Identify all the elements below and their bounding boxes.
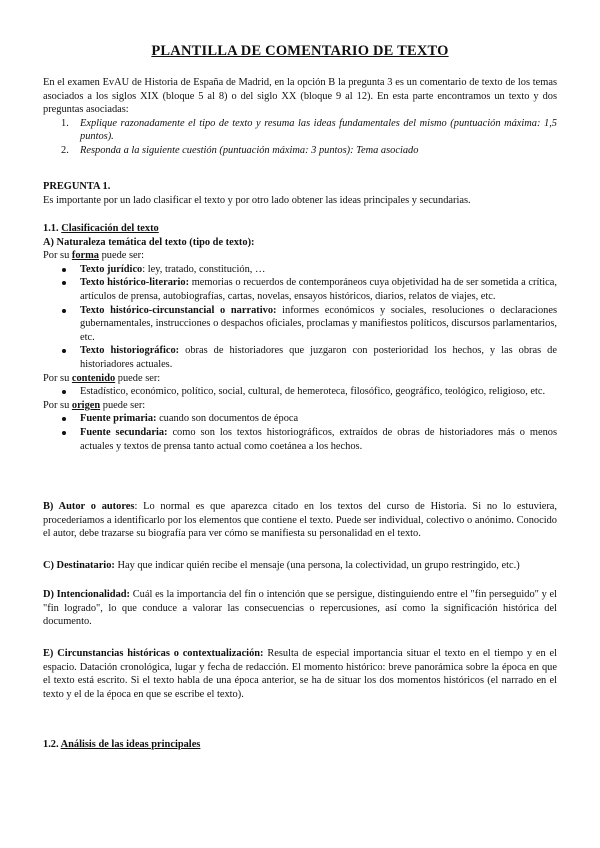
- subsection-d: [43, 588, 557, 629]
- origen-list: [43, 412, 557, 453]
- contenido-intro: Por su contenido puede ser:: [43, 372, 161, 384]
- section-1-1-number: 1.1.: [43, 223, 59, 234]
- section-1-1-title: Clasificación del texto: [61, 223, 159, 234]
- pregunta1-text: Es importante por un lado clasificar el texto y por otro lado obtener las ideas principales y secundarias.: [43, 194, 471, 206]
- forma-intro: Por su forma puede ser:: [43, 250, 145, 262]
- list-item: Fuente primaria: cuando son documentos de época: [43, 412, 557, 426]
- subsection-d-label: D) Intencionalidad:: [43, 589, 131, 600]
- forma-list: [43, 263, 557, 372]
- question-number: 1.: [61, 117, 69, 129]
- pregunta1-heading: PREGUNTA 1.: [43, 181, 111, 192]
- section-1-1: [43, 222, 557, 453]
- pregunta1-section: [43, 180, 557, 207]
- list-item: Texto histórico-literario: memorias o recuerdos de contemporáneos cuya objetividad ha de ser sometida a crítica, artículos de prensa, autobiografías, cartas, novelas, ensayos históricos, diarios, relatos de viajes, etc.: [43, 276, 557, 303]
- page-title: PLANTILLA DE COMENTARIO DE TEXTO: [151, 43, 449, 59]
- bullet-icon: [62, 309, 66, 313]
- list-item: Fuente secundaria: como son los textos historiográficos, extraídos de obras de historiadores más o menos actuales y textos de prensa tanto actual como coetánea a los hechos.: [43, 426, 557, 453]
- questions-list: [43, 117, 557, 158]
- question-item: [43, 144, 557, 158]
- subsection-c-label: C) Destinatario:: [43, 560, 115, 571]
- contenido-keyword: contenido: [71, 372, 116, 384]
- section-1-2-title: Análisis de las ideas principales: [60, 739, 201, 750]
- list-item: Estadístico, económico, político, social, cultural, de hemeroteca, filosófico, geográfico, teológico, religioso, etc.: [43, 385, 557, 399]
- bullet-icon: [62, 281, 66, 285]
- list-item: Texto jurídico: ley, tratado, constitución, …: [43, 263, 557, 277]
- bullet-icon: [62, 431, 66, 435]
- bullet-icon: [62, 417, 66, 421]
- subsection-a-heading: A) Naturaleza temática del texto (tipo de texto):: [43, 236, 255, 248]
- question-number: 2.: [61, 144, 69, 156]
- question-text: Explique razonadamente el tipo de texto y resuma las ideas fundamentales del mismo (puntuación máxima: 1,5 puntos).: [80, 117, 557, 143]
- subsection-b-text: : Lo normal es que aparezca citado en los textos del curso de Historia. Si no lo estuviera, procederíamos a identificarlo por los elementos que contiene el texto. Puede ser individual, colectivo o anónimo. Conocido el autor, debe trazarse su biografía para ver cómo se manifiesta su personalidad en el texto.: [43, 501, 557, 540]
- subsection-e: [43, 647, 557, 701]
- intro-text: En el examen EvAU de Historia de España de Madrid, en la opción B la pregunta 3 es un comentario de texto de los temas asociados a los siglos XIX (bloque 5 al 8) o del siglo XX (bloque 9 al 12). En esta parte encontramos un texto y dos preguntas asociadas:: [43, 77, 557, 116]
- section-1-1-heading: [43, 222, 557, 236]
- list-item: Texto historiográfico: obras de historiadores que juzgaron con posterioridad los hechos, y las obras de historiadores actuales.: [43, 344, 557, 371]
- section-1-2-heading: [43, 738, 557, 752]
- origen-intro: Por su origen puede ser:: [43, 399, 146, 411]
- subsection-e-text: Resulta de especial importancia situar el texto en el tiempo y en el espacio. Datación cronológica, lugar y fecha de redacción. El momento histórico: breve panorámica sobre la época en que el texto está escrito. Si el texto habla de una época anterior, se ha de situar los dos momentos históricos (el narrado en el texto y el de la época en que se escribe el texto).: [43, 648, 557, 700]
- contenido-list: [43, 385, 557, 399]
- subsection-d-text: Cuál es la importancia del fin o intención que se persigue, distinguiendo entre el "fin perseguido" y el "fin logrado", lo que conduce a valorar las consecuencias o repercusiones, así como la significación histórica del documento.: [43, 589, 558, 628]
- section-1-2: [43, 738, 557, 752]
- bullet-icon: [62, 268, 66, 272]
- origen-keyword: origen: [71, 399, 101, 411]
- subsection-c-text: Hay que indicar quién recibe el mensaje (una persona, la colectividad, un grupo restringido, etc.): [114, 560, 520, 571]
- section-1-2-number: 1.2.: [43, 739, 59, 750]
- bullet-icon: [62, 390, 66, 394]
- subsection-b: [43, 500, 557, 541]
- subsection-c: [43, 559, 557, 573]
- forma-keyword: forma: [71, 250, 99, 262]
- intro-paragraph: [43, 76, 557, 158]
- bullet-icon: [62, 349, 66, 353]
- list-item: Texto histórico-circunstancial o narrativo: informes económicos y sociales, resoluciones o declaraciones gubernamentales, instrucciones o despachos oficiales, proclamas y manifiestos políticos, discursos parlamentarios, etc.: [43, 304, 557, 345]
- question-item: [43, 117, 557, 144]
- subsection-e-label: E) Circunstancias históricas o contextualización:: [43, 648, 264, 659]
- subsection-b-label: B) Autor o autores: [43, 501, 135, 512]
- question-text: Responda a la siguiente cuestión (puntuación máxima: 3 puntos): Tema asociado: [80, 144, 419, 156]
